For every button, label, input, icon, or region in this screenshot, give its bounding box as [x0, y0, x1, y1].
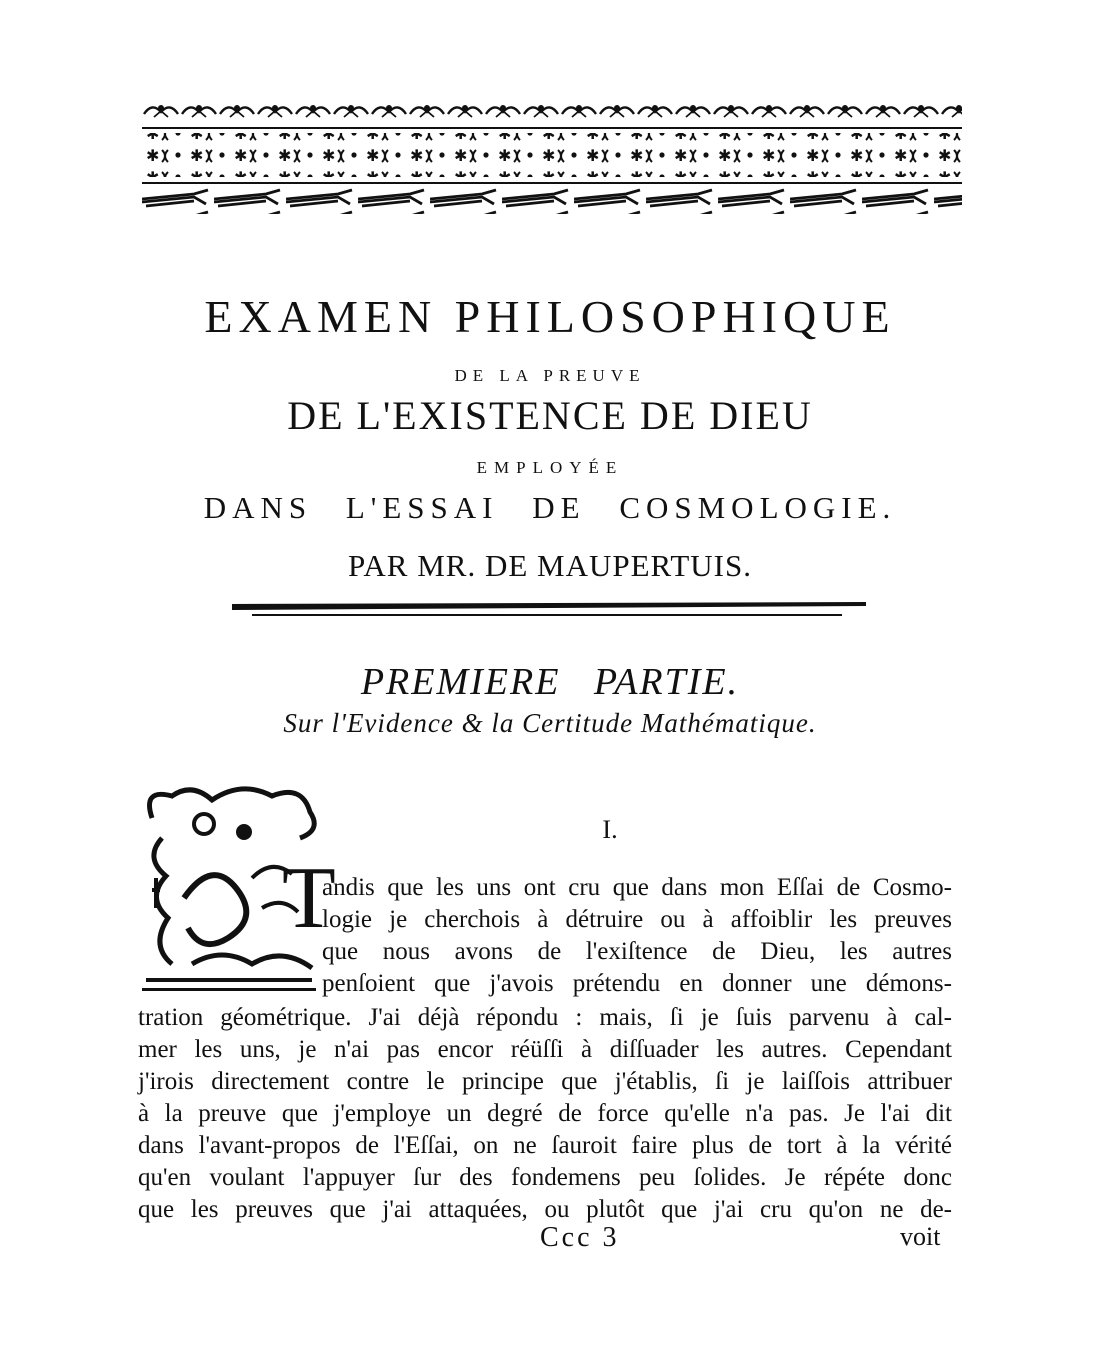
title-line-cosmologie: DANS L'ESSAI DE COSMOLOGIE.	[203, 490, 897, 525]
body-line-3: que nous avons de l'exiſtence de Dieu, les autres	[322, 938, 952, 965]
decorative-rule	[232, 598, 866, 620]
body-line-5: tration géométrique. J'ai déjà répondu : mais, ſi je ſuis parvenu à cal-	[138, 1004, 952, 1031]
body-line-1: andis que les uns ont cru que dans mon Eſſai de Cosmo-	[322, 874, 952, 901]
body-line-10: qu'en voulant l'appuyer ſur des fondemens peu ſolides. Je répéte donc	[138, 1164, 952, 1191]
title-line-employee: EMPLOYÉE	[476, 458, 624, 477]
catchword: voit	[900, 1222, 941, 1251]
drop-cap: T	[282, 850, 336, 947]
title-line-de-la-preuve: DE LA PREUVE	[454, 366, 646, 385]
title-main: EXAMEN PHILOSOPHIQUE	[204, 291, 896, 342]
body-line-7: j'irois directement contre le principe que j'établis, ſi je laiſſois attribuer	[138, 1068, 952, 1095]
author-line: PAR MR. DE MAUPERTUIS.	[348, 548, 752, 583]
body-line-2: logie je cherchois à détruire ou à affoiblir les preuves	[322, 906, 952, 933]
section-number: I.	[602, 815, 618, 844]
body-line-6: mer les uns, je n'ai pas encor réüſſi à diſſuader les autres. Cependant	[138, 1036, 952, 1063]
body-line-8: à la preuve que j'employe un degré de force qu'elle n'a pas. Je l'ai dit	[138, 1100, 952, 1127]
body-line-9: dans l'avant-propos de l'Eſſai, on ne ſauroit faire plus de tort à la vérité	[138, 1132, 952, 1159]
signature-mark: Ccc 3	[540, 1222, 620, 1253]
body-line-4: penſoient que j'avois prétendu en donner une démons-	[322, 970, 952, 997]
title-line-existence: DE L'EXISTENCE DE DIEU	[287, 393, 813, 438]
part-heading: PREMIERE PARTIE.	[360, 661, 740, 703]
body-line-11: que les preuves que j'ai attaquées, ou plutôt que j'ai cru qu'on ne de-	[138, 1196, 952, 1223]
part-subtitle: Sur l'Evidence & la Certitude Mathématique.	[283, 708, 817, 738]
ornamental-headpiece	[142, 100, 962, 218]
